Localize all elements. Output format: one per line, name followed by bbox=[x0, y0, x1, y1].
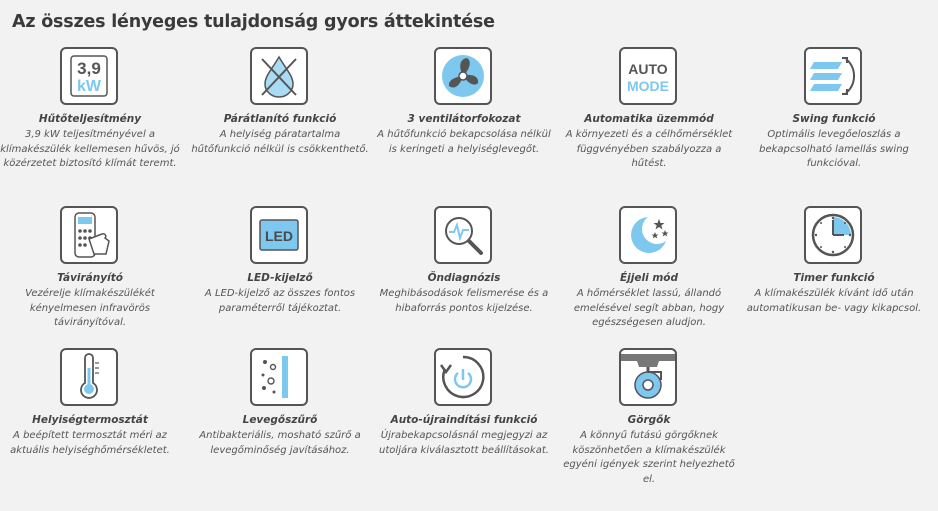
auto-mode-icon bbox=[619, 47, 677, 105]
castor-wheels-icon bbox=[619, 348, 677, 406]
timer-icon bbox=[804, 206, 862, 264]
power-icon bbox=[60, 47, 118, 105]
feature-title: Helyiségtermosztát bbox=[32, 414, 148, 426]
fan-icon bbox=[434, 47, 492, 105]
feature-title: Automatika üzemmód bbox=[584, 113, 714, 125]
feature-title: Öndiagnózis bbox=[427, 272, 501, 284]
mode-label: MODE bbox=[627, 78, 669, 94]
remote-control-icon bbox=[60, 206, 118, 264]
feature-title: Hűtőteljesítmény bbox=[38, 113, 142, 125]
feature-title: 3 ventilátorfokozat bbox=[407, 113, 521, 125]
feature-description: Antibakteriális, mosható szűrő a levegőminőség javításához. bbox=[199, 430, 361, 456]
feature-title: Timer funkció bbox=[793, 272, 875, 284]
feature-title: Görgők bbox=[627, 414, 671, 426]
feature-description: A klímakészülék kívánt idő után automatikusan be- vagy kikapcsol. bbox=[746, 288, 922, 314]
feature-description: A helyiség páratartalma hűtőfunkció nélkül is csökkenthető. bbox=[191, 129, 369, 155]
power-icon-unit: kW bbox=[77, 78, 101, 95]
feature-description: A könnyű futású görgőknek köszönhetően a klímakészülék egyéni igények szerint helyezhető el. bbox=[563, 430, 735, 485]
feature-title: Távirányító bbox=[57, 272, 123, 284]
feature-title: Auto-újraindítási funkció bbox=[390, 414, 538, 426]
feature-description: Optimális levegőeloszlás a bekapcsolható lamellás swing funkcióval. bbox=[759, 129, 909, 169]
led-label: LED bbox=[265, 228, 293, 244]
feature-title: Swing funkció bbox=[792, 113, 876, 125]
feature-description: A hűtőfunkció bekapcsolása nélkül is keringeti a helyiséglevegőt. bbox=[377, 129, 551, 155]
feature-description: Meghibásodások felismerése és a hibaforrás pontos kijelzése. bbox=[379, 288, 549, 314]
swing-icon bbox=[804, 47, 862, 105]
thermostat-icon bbox=[60, 348, 118, 406]
self-diagnosis-icon bbox=[434, 206, 492, 264]
feature-description: A környezeti és a célhőmérséklet függvényében szabályozza a hűtést. bbox=[565, 129, 733, 169]
feature-description: Újrabekapcsolásnál megjegyzi az utoljára kiválasztott beállításokat. bbox=[379, 430, 549, 456]
feature-description: A LED-kijelző az összes fontos paraméterről tájékoztat. bbox=[204, 288, 356, 314]
power-icon-value: 3,9 bbox=[77, 59, 101, 78]
feature-title: Levegőszűrő bbox=[242, 414, 318, 426]
night-mode-icon bbox=[619, 206, 677, 264]
feature-description: 3,9 kW teljesítményével a klímakészülék kellemesen hűvös, jó közérzetet biztosító klímát teremt. bbox=[0, 129, 180, 169]
feature-description: A hőmérséklet lassú, állandó emelésével segít abban, hogy egészségesen aludjon. bbox=[573, 288, 725, 328]
feature-description: Vezérelje klímakészülékét kényelmesen infravörös távirányítóval. bbox=[25, 288, 155, 328]
feature-title: LED-kijelző bbox=[247, 272, 313, 284]
air-filter-icon bbox=[250, 348, 308, 406]
page-title: Az összes lényeges tulajdonság gyors áttekintése bbox=[12, 12, 495, 32]
auto-restart-icon bbox=[434, 348, 492, 406]
dehumidify-icon bbox=[250, 47, 308, 105]
feature-title: Párátlanító funkció bbox=[223, 113, 337, 125]
feature-title: Éjjeli mód bbox=[619, 272, 679, 284]
feature-description: A beépített termosztát méri az aktuális helyiséghőmérsékletet. bbox=[10, 430, 170, 456]
led-display-icon bbox=[250, 206, 308, 264]
auto-label: AUTO bbox=[628, 61, 668, 77]
